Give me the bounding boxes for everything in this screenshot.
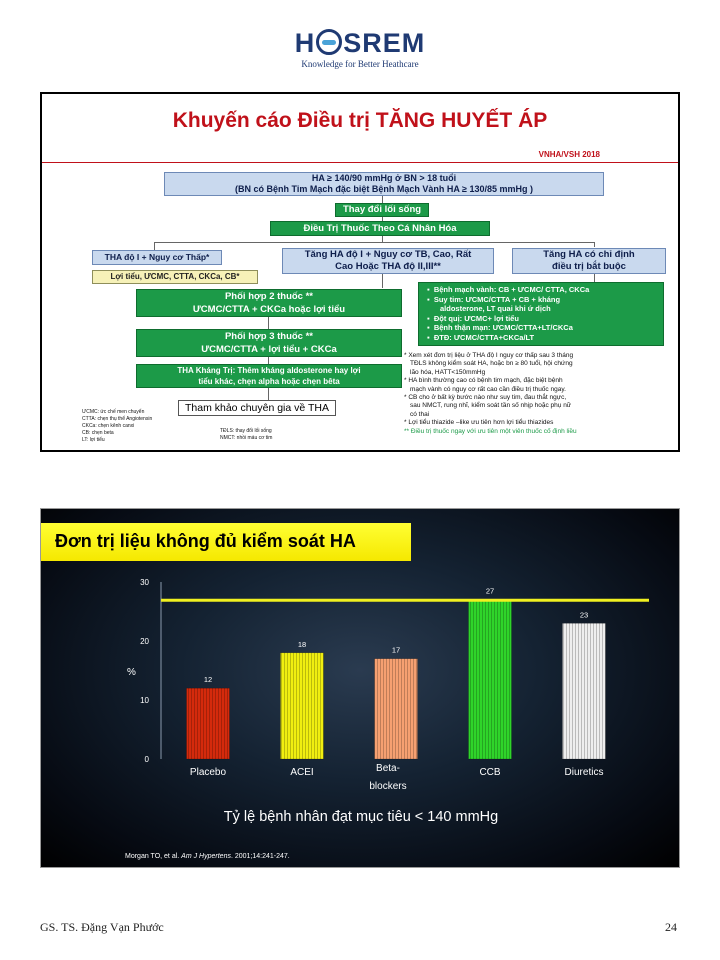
logo-tagline: Knowledge for Better Heathcare bbox=[301, 59, 419, 69]
abbreviations-list-2 bbox=[220, 428, 272, 442]
abbreviation: CKCa: chẹn kênh canxi bbox=[82, 423, 135, 429]
branch-line bbox=[154, 242, 594, 243]
connector bbox=[382, 236, 383, 243]
bar-diuretics bbox=[563, 623, 606, 759]
note-line: sau NMCT, rung nhĩ, kiểm soát tần số nhịp hoặc phụ nữ bbox=[410, 402, 572, 410]
indication-item: ▪ ĐTĐ: ƯCMC/CTTA+CKCa/LT bbox=[427, 332, 535, 342]
data-label: 17 bbox=[391, 645, 401, 655]
slide1-title: Khuyến cáo Điều trị TĂNG HUYẾT ÁP bbox=[172, 109, 548, 132]
x-tick-label: ACEI bbox=[290, 767, 314, 778]
note-line-green: ** Điều trị thuốc ngay với ưu tiên một viên thuốc cố định liều bbox=[404, 427, 577, 435]
x-tick-label: CCB bbox=[479, 767, 501, 778]
y-tick-label: 0 bbox=[144, 755, 149, 764]
indication-item: ▪ Bệnh thận mạn: ƯCMC/CTTA+LT/CKCa bbox=[427, 323, 573, 332]
slide-hypertension-guideline bbox=[40, 92, 680, 452]
connector bbox=[154, 242, 155, 250]
branch-low-risk: THA độ I + Nguy cơ Thấp* bbox=[92, 250, 222, 265]
combo2-line-2: ƯCMC/CTTA + CKCa hoặc lợi tiểu bbox=[192, 304, 346, 315]
x-tick-label: blockers bbox=[369, 781, 407, 792]
note-line: * Lợi tiểu thiazide –like ưu tiên hơn lợi tiểu thiazides bbox=[404, 419, 554, 427]
citation: Morgan TO, et al. Am J Hypertens. 2001;14:241-247. bbox=[125, 853, 290, 860]
hosrem-logo bbox=[0, 28, 720, 69]
branch-mid-line-2: Cao Hoặc THA độ II,III** bbox=[335, 261, 441, 272]
criteria-box bbox=[164, 172, 604, 196]
bar-chart bbox=[41, 509, 680, 809]
note-line: * Xem xét đơn trị liệu ở THA độ I nguy cơ thấp sau 3 tháng bbox=[404, 352, 574, 359]
compelling-indications-list bbox=[418, 282, 664, 346]
bar-beta-blockers bbox=[375, 659, 418, 759]
abbreviations-list bbox=[82, 409, 152, 444]
footnotes bbox=[404, 352, 676, 436]
connector bbox=[594, 242, 595, 247]
data-label: 27 bbox=[485, 586, 495, 596]
indication-item: ▪ Bệnh mạch vành: CB + ƯCMC/ CTTA, CKCa bbox=[427, 285, 590, 294]
resistant-line-1: THA Kháng Trị: Thêm kháng aldosterone hay lợi bbox=[177, 366, 361, 375]
slide1-divider bbox=[42, 162, 678, 163]
indication-item: ▪ Đột quị: ƯCMC+ lợi tiểu bbox=[427, 313, 519, 323]
page-number: 24 bbox=[665, 920, 677, 934]
logo-letters-srem: SREM bbox=[343, 28, 426, 58]
logo-globe-icon bbox=[316, 29, 342, 55]
branch-mid-risk bbox=[282, 248, 494, 274]
resistant-line-2: tiểu khác, chẹn alpha hoặc chẹn bêta bbox=[198, 377, 340, 386]
footer-author: GS. TS. Đặng Vạn Phước bbox=[40, 920, 164, 934]
connector bbox=[268, 388, 269, 400]
slide2-title: Đơn trị liệu không đủ kiểm soát HA bbox=[55, 531, 356, 551]
x-tick-label: Diuretics bbox=[564, 767, 604, 778]
slide-monotherapy-chart bbox=[40, 508, 680, 868]
x-tick-label: Placebo bbox=[189, 767, 227, 778]
x-tick-label: Beta- bbox=[376, 763, 400, 774]
abbreviation: CTTA: chẹn thụ thể Angiotensin bbox=[82, 416, 153, 422]
abbreviation: CB: chẹn beta bbox=[82, 430, 114, 436]
note-line: * CB cho ở bất kỳ bước nào như suy tim, đau thắt ngực, bbox=[404, 394, 567, 402]
combo2-line-1: Phối hợp 2 thuốc ** bbox=[224, 291, 314, 302]
monotherapy-options: Lợi tiểu, ƯCMC, CTTA, CKCa, CB* bbox=[92, 270, 258, 284]
indication-item: aldosterone, LT quai khi ứ dịch bbox=[440, 304, 551, 313]
data-label: 23 bbox=[579, 610, 589, 620]
abbreviation: TĐLS: thay đổi lối sống bbox=[220, 428, 272, 434]
branch-high-line-2: điều trị bắt buộc bbox=[552, 261, 626, 272]
criteria-line-1: HA ≥ 140/90 mmHg ở BN > 18 tuổi bbox=[311, 173, 457, 183]
note-line: có thai bbox=[410, 410, 430, 418]
abbreviation: ƯCMC: ức chế men chuyển bbox=[82, 409, 145, 415]
connector bbox=[268, 357, 269, 364]
abbreviation: LT: lợi tiểu bbox=[82, 437, 105, 443]
bar-acei bbox=[281, 653, 324, 759]
resistant-hypertension bbox=[136, 364, 402, 388]
note-line: lão hóa, HATT<150mmHg bbox=[410, 368, 486, 376]
y-tick-label: 30 bbox=[140, 578, 149, 587]
slide1-source: VNHA/VSH 2018 bbox=[538, 150, 600, 159]
branch-high-line-1: Tăng HA có chỉ định bbox=[543, 249, 635, 260]
refer-specialist-box: Tham khảo chuyên gia về THA bbox=[178, 400, 336, 416]
combo-three-drugs bbox=[136, 329, 402, 357]
branch-compelling-indication bbox=[512, 248, 666, 274]
indication-item: ▪ Suy tim: ƯCMC/CTTA + CB + kháng bbox=[427, 294, 561, 304]
lifestyle-box: Thay đổi lối sống bbox=[335, 203, 429, 217]
connector bbox=[594, 274, 595, 282]
connector bbox=[268, 317, 269, 329]
bar-ccb bbox=[469, 600, 512, 759]
logo-letter-h: H bbox=[294, 28, 316, 58]
y-axis-label: % bbox=[127, 667, 136, 678]
bar-placebo bbox=[187, 688, 230, 759]
abbreviation: NMCT: nhồi máu cơ tim bbox=[220, 435, 273, 441]
combo-two-drugs bbox=[136, 289, 402, 317]
y-tick-label: 10 bbox=[140, 696, 149, 705]
note-line: TĐLS không kiểm soát HA, hoặc bn ≥ 80 tuổi, hội chứng bbox=[410, 360, 573, 368]
personalized-box: Điều Trị Thuốc Theo Cá Nhân Hóa bbox=[270, 221, 490, 236]
y-tick-label: 20 bbox=[140, 637, 149, 646]
connector bbox=[382, 274, 383, 288]
branch-mid-line-1: Tăng HA độ I + Nguy cơ TB, Cao, Rất bbox=[304, 249, 472, 260]
data-label: 18 bbox=[297, 639, 307, 649]
criteria-line-2: (BN có Bệnh Tim Mạch đặc biệt Bệnh Mạch Vành HA ≥ 130/85 mmHg ) bbox=[235, 184, 533, 194]
note-line: mạch vành có nguy cơ rất cao cần điều trị thuốc ngay. bbox=[410, 385, 566, 393]
combo3-line-2: ƯCMC/CTTA + lợi tiểu + CKCa bbox=[201, 344, 337, 355]
combo3-line-1: Phối hợp 3 thuốc ** bbox=[224, 331, 314, 342]
chart-caption: Tỷ lệ bệnh nhân đạt mục tiêu < 140 mmHg bbox=[223, 809, 499, 825]
logo-wordmark bbox=[0, 28, 720, 59]
note-line: * HA bình thường cao có bệnh tim mạch, đặc biệt bệnh bbox=[404, 377, 563, 385]
data-label: 12 bbox=[203, 675, 213, 685]
